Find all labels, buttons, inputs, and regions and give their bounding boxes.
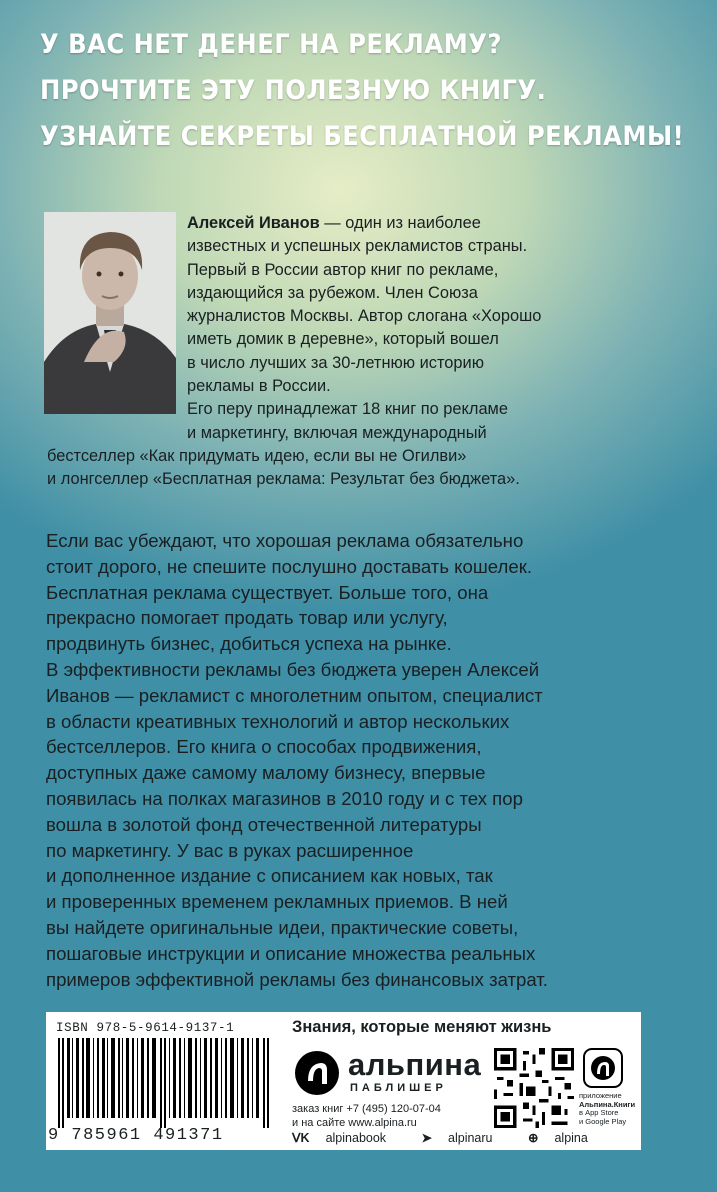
desc-line-17: пошаговые инструкции и описание множества реальных [46,942,536,964]
author-photo [44,212,176,414]
headline-line-3: УЗНАЙТЕ СЕКРЕТЫ БЕСПЛАТНОЙ РЕКЛАМЫ! [40,121,685,152]
desc-line-13: по маркетингу. У вас в руках расширенное [46,839,414,861]
bio-line-8: рекламы в России. [187,377,331,396]
telegram-icon: ➤ [421,1131,433,1145]
order-site: и на сайте www.alpina.ru [292,1117,417,1129]
bio-line-5: журналистов Москвы. Автор слогана «Хорошо [187,307,542,326]
social-links [292,1130,620,1145]
desc-line-1: Если вас убеждают, что хорошая реклама обязательно [46,530,524,551]
alpina-logo-icon [294,1050,340,1096]
footer-panel [46,1012,641,1150]
headline [40,22,685,160]
desc-line-4: прекрасно помогает продать товар или услугу, [46,607,448,629]
social-tg-label: alpinaru [448,1131,493,1145]
bio-line-12: и лонгселлер «Бесплатная реклама: Результат без бюджета». [47,470,520,489]
desc-line-18: примеров эффективной рекламы без финансовых затрат. [46,968,548,990]
desc-line-8: в области креативных технологий и автор нескольких [46,710,510,732]
publisher-name: альпина [348,1047,482,1082]
bio-line-10: и маркетингу, включая международный [187,423,487,442]
bio-line-2: известных и успешных рекламистов страны. [187,237,528,256]
headline-line-1: У ВАС НЕТ ДЕНЕГ НА РЕКЛАМУ? [40,29,502,60]
bio-line-6: иметь домик в деревне», который вошел [187,330,499,349]
bio-line-4: издающийся за рубежом. Член Союза [187,283,478,302]
book-description [46,528,686,992]
barcode-number: 9 785961 491371 [48,1126,224,1145]
bio-line-9: Его перу принадлежат 18 книг по рекламе [187,400,508,419]
app-text-line-2: Альпина.Книги [579,1099,636,1109]
order-phone: заказ книг +7 (495) 120-07-04 [292,1103,441,1115]
desc-line-2: стоит дорого, не спешите послушно доставать кошелек. [46,555,532,577]
desc-line-11: появилась на полках магазинов в 2010 году и с тех пор [46,787,523,809]
desc-line-16: вы найдете оригинальные идеи, практические советы, [46,916,519,938]
order-info [292,1102,441,1130]
desc-line-3: Бесплатная реклама существует. Больше того, она [46,581,489,603]
publisher-sub: ПАБЛИШЕР [350,1082,447,1094]
qr-code [494,1048,574,1128]
author-name: Алексей Иванов [187,214,320,232]
social-other[interactable] [528,1131,604,1145]
slogan: Знания, которые меняют жизнь [292,1018,552,1036]
bio-line-3: Первый в России автор книг по рекламе, [187,260,499,279]
social-other-label: alpina [554,1131,588,1145]
social-vk-label: alpinabook [325,1131,387,1145]
bio-line-11: бестселлер «Как придумать идею, если вы не Огилви» [47,446,467,465]
desc-line-14: и дополненное издание с описанием как новых, так [46,865,493,887]
desc-line-10: доступных даже самому малому бизнесу, впервые [46,762,486,784]
desc-line-6: В эффективности рекламы без бюджета уверен Алексей [46,658,540,680]
desc-line-15: и проверенных временем рекламных приемов. В ней [46,891,508,913]
app-text-line-3: в App Store [579,1108,619,1117]
app-text-line-1: приложение [579,1091,622,1100]
desc-line-9: бестселлеров. Его книга о способах продвижения, [46,736,482,758]
app-icon [583,1048,623,1088]
social-vk[interactable] [292,1131,402,1145]
bio-line-7: в число лучших за 30-летнюю историю [187,353,484,372]
author-bio [47,212,687,492]
isbn-label: ISBN 978-5-9614-9137-1 [56,1021,235,1035]
app-store-text [579,1092,641,1126]
app-text-line-4: и Google Play [579,1116,627,1126]
desc-line-7: Иванов — рекламист с многолетним опытом, специалист [46,684,543,706]
bio-line-1: — один из наиболее [319,214,481,232]
social-telegram[interactable] [422,1131,509,1145]
social-circle-icon: ⊕ [527,1131,539,1145]
desc-line-5: продвинуть бизнес, добиться успеха на рынке. [46,633,452,655]
headline-line-2: ПРОЧТИТЕ ЭТУ ПОЛЕЗНУЮ КНИГУ. [40,75,547,106]
vk-icon: ᐯK [292,1131,310,1145]
barcode [58,1038,273,1128]
desc-line-12: вошла в золотой фонд отечественной литературы [46,813,482,835]
